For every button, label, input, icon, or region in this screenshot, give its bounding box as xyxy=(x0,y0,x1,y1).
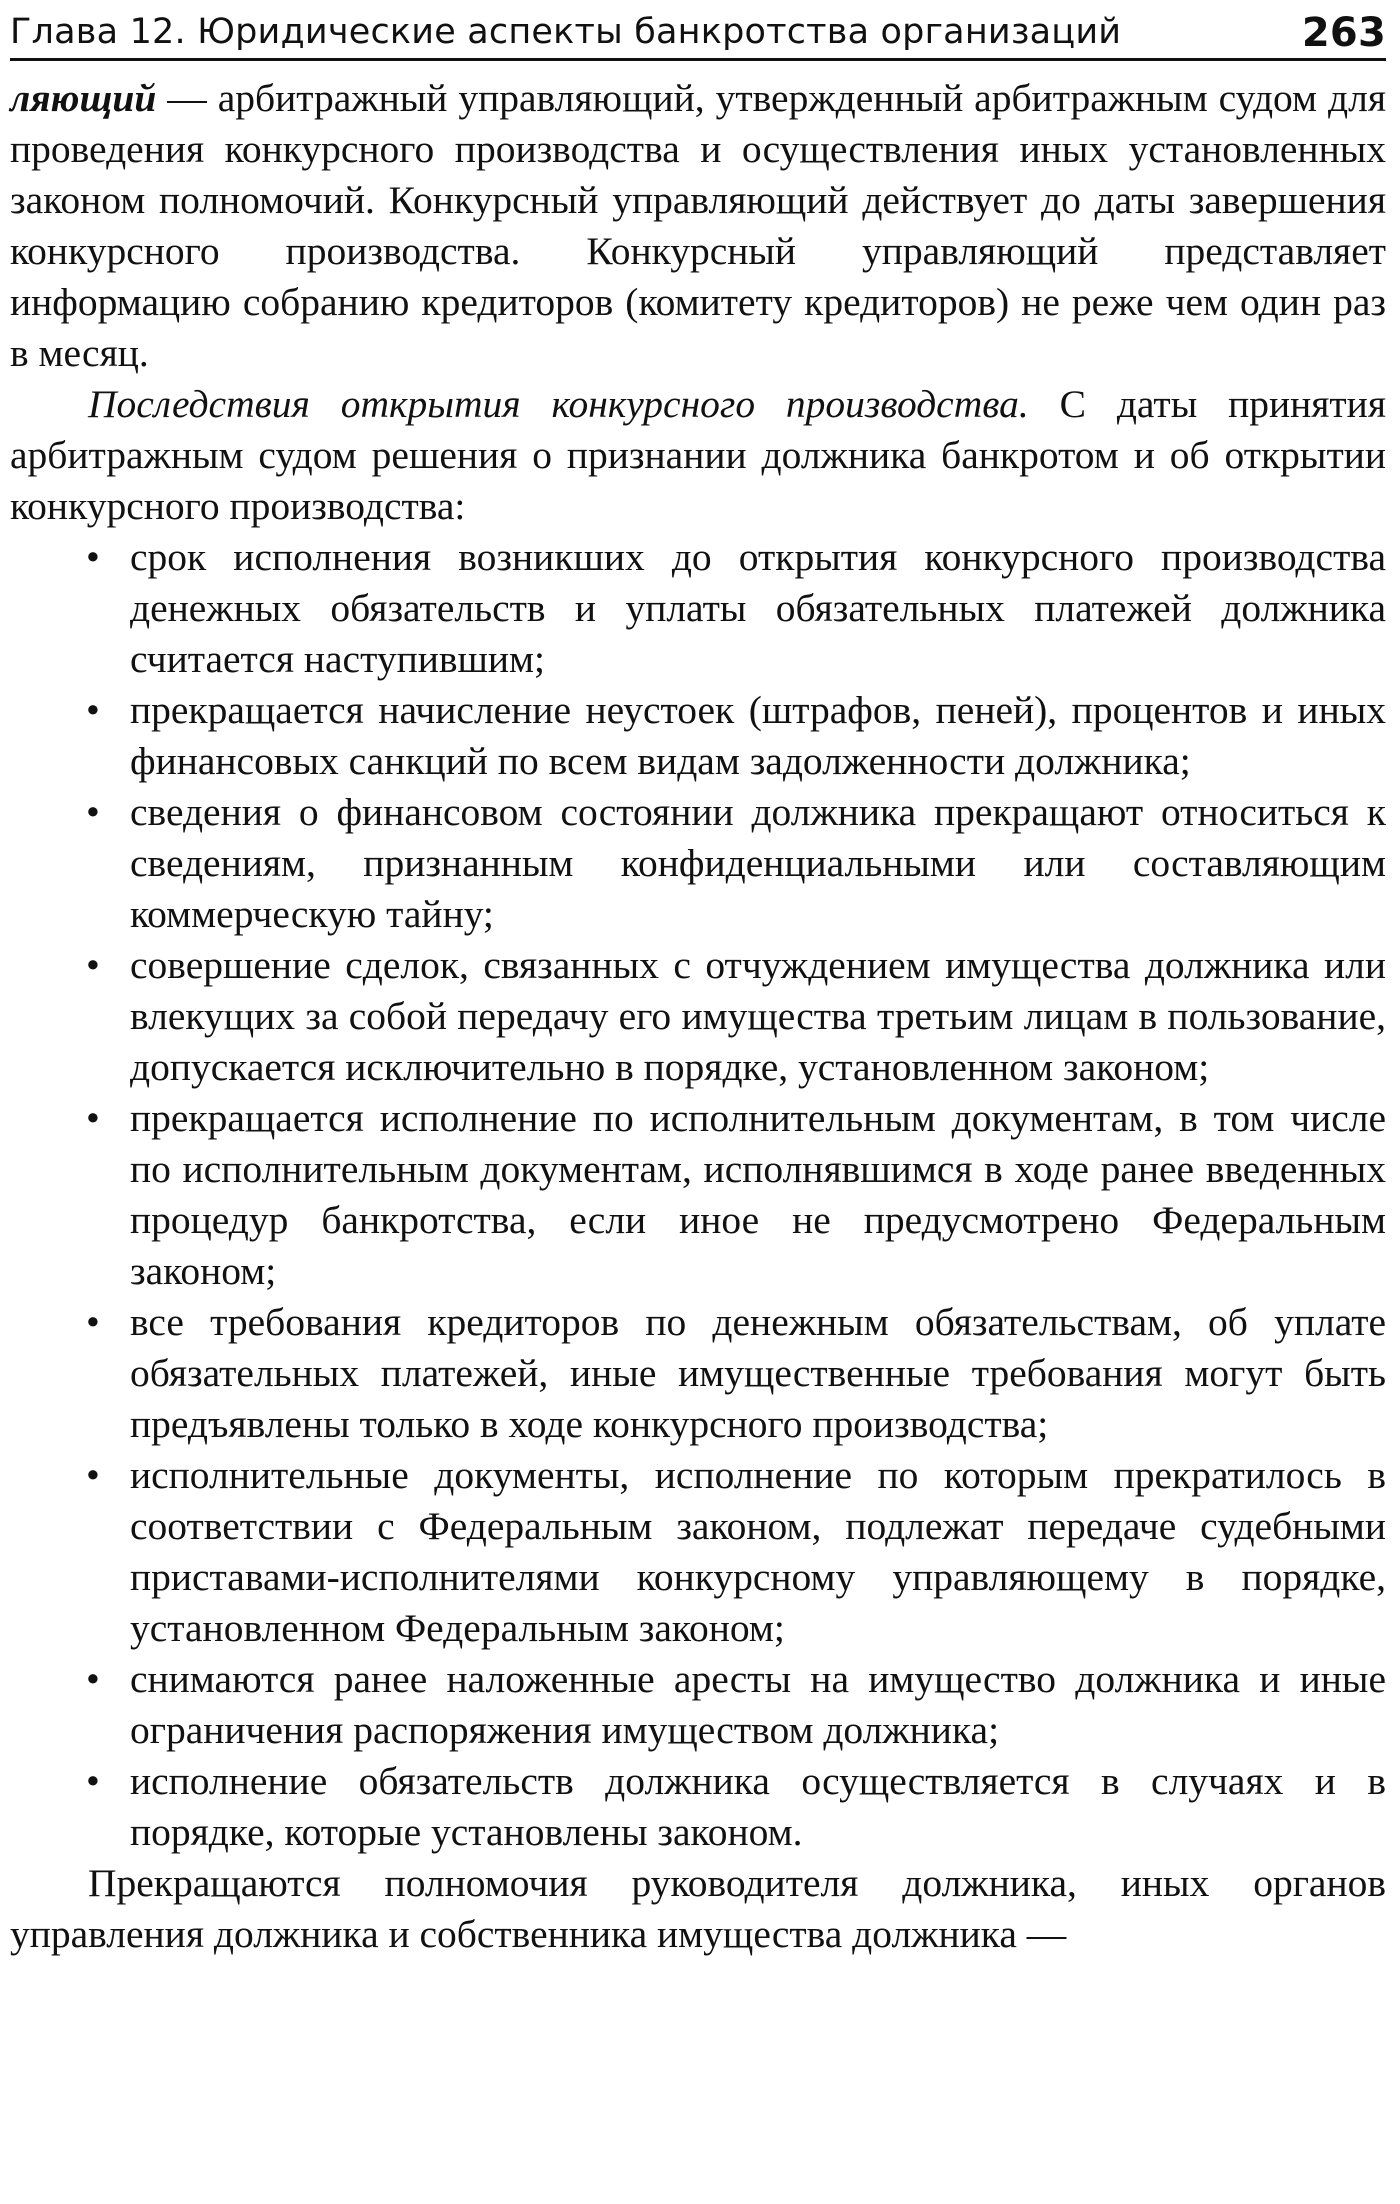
bullet-icon: • xyxy=(86,535,100,579)
list-item-text: сведения о финансовом состоянии должника прекращают относиться к сведениям, признанным конфиденциальными или составляющим коммерческую тайну; xyxy=(130,790,1386,936)
list-item-text: исполнительные документы, исполнение по которым прекратилось в соответствии с Федеральным законом, подлежат передаче судебными приставами-исполнителями конкурсному управляющему в порядке, установленном Федеральным законом; xyxy=(130,1453,1386,1650)
list-item-text: все требования кредиторов по денежным обязательствам, об уплате обязательных платежей, иные имущественные требования могут быть предъявлены только в ходе конкурсного производства; xyxy=(130,1300,1386,1446)
list-item xyxy=(10,1756,1386,1858)
paragraph-intro xyxy=(10,73,1386,379)
list-item xyxy=(10,1297,1386,1450)
list-item xyxy=(10,787,1386,940)
bullet-icon: • xyxy=(86,1096,100,1140)
bullet-icon: • xyxy=(86,1657,100,1701)
paragraph-intro-text: — арбитражный управляющий, утвержденный арбитражным судом для проведения конкурсного производства и осуществления иных установленных законом полномочий. Конкурсный управляющий действует до даты завершения конкурсного производства. Конкурсный управляющий представляет информацию собранию кредиторов (комитету кредиторов) не реже чем один раз в месяц. xyxy=(10,76,1386,375)
paragraph-consequences-text: С даты принятия арбитражным судом решения о признании должника банкротом и об открытии конкурсного производства: xyxy=(10,382,1386,528)
list-item xyxy=(10,940,1386,1093)
list-item xyxy=(10,1450,1386,1654)
list-item xyxy=(10,1093,1386,1297)
paragraph-consequences xyxy=(10,379,1386,532)
list-item-text: прекращается начисление неустоек (штрафов, пеней), процентов и иных финансовых санкций по всем видам задолженности должника; xyxy=(130,688,1386,783)
bullet-icon: • xyxy=(86,790,100,834)
bullet-icon: • xyxy=(86,1300,100,1344)
body-text xyxy=(10,73,1386,1960)
list-item-text: прекращается исполнение по исполнительным документам, в том числе по исполнительным документам, исполнявшимся в ходе ранее введенных процедур банкротства, если иное не предусмотрено Федеральным законом; xyxy=(130,1096,1386,1293)
list-item-text: совершение сделок, связанных с отчуждением имущества должника или влекущих за собой передачу его имущества третьим лицам в пользование, допускается исключительно в порядке, установленном законом; xyxy=(130,943,1386,1089)
bullet-icon: • xyxy=(86,1453,100,1497)
bullet-icon: • xyxy=(86,688,100,732)
consequences-list xyxy=(10,532,1386,1858)
running-head xyxy=(10,0,1386,61)
list-item xyxy=(10,1654,1386,1756)
list-item-text: срок исполнения возникших до открытия конкурсного производства денежных обязательств и уплаты обязательных платежей должника считается наступившим; xyxy=(130,535,1386,681)
list-item xyxy=(10,685,1386,787)
paragraph-final: Прекращаются полномочия руководителя должника, иных органов управления должника и собственника имущества должника — xyxy=(10,1861,1386,1956)
list-item-text: снимаются ранее наложенные аресты на имущество должника и иные ограничения распоряжения имуществом должника; xyxy=(130,1657,1386,1752)
list-item xyxy=(10,532,1386,685)
chapter-title: Глава 12. Юридические аспекты банкротства организаций xyxy=(10,12,1122,52)
bullet-icon: • xyxy=(86,1759,100,1803)
term-fragment: ляющий xyxy=(10,76,157,120)
list-item-text: исполнение обязательств должника осуществляется в случаях и в порядке, которые установлены законом. xyxy=(130,1759,1386,1854)
bullet-icon: • xyxy=(86,943,100,987)
paragraph-consequences-lead: Последствия открытия конкурсного производства. xyxy=(88,382,1029,426)
page-number: 263 xyxy=(1301,10,1386,56)
